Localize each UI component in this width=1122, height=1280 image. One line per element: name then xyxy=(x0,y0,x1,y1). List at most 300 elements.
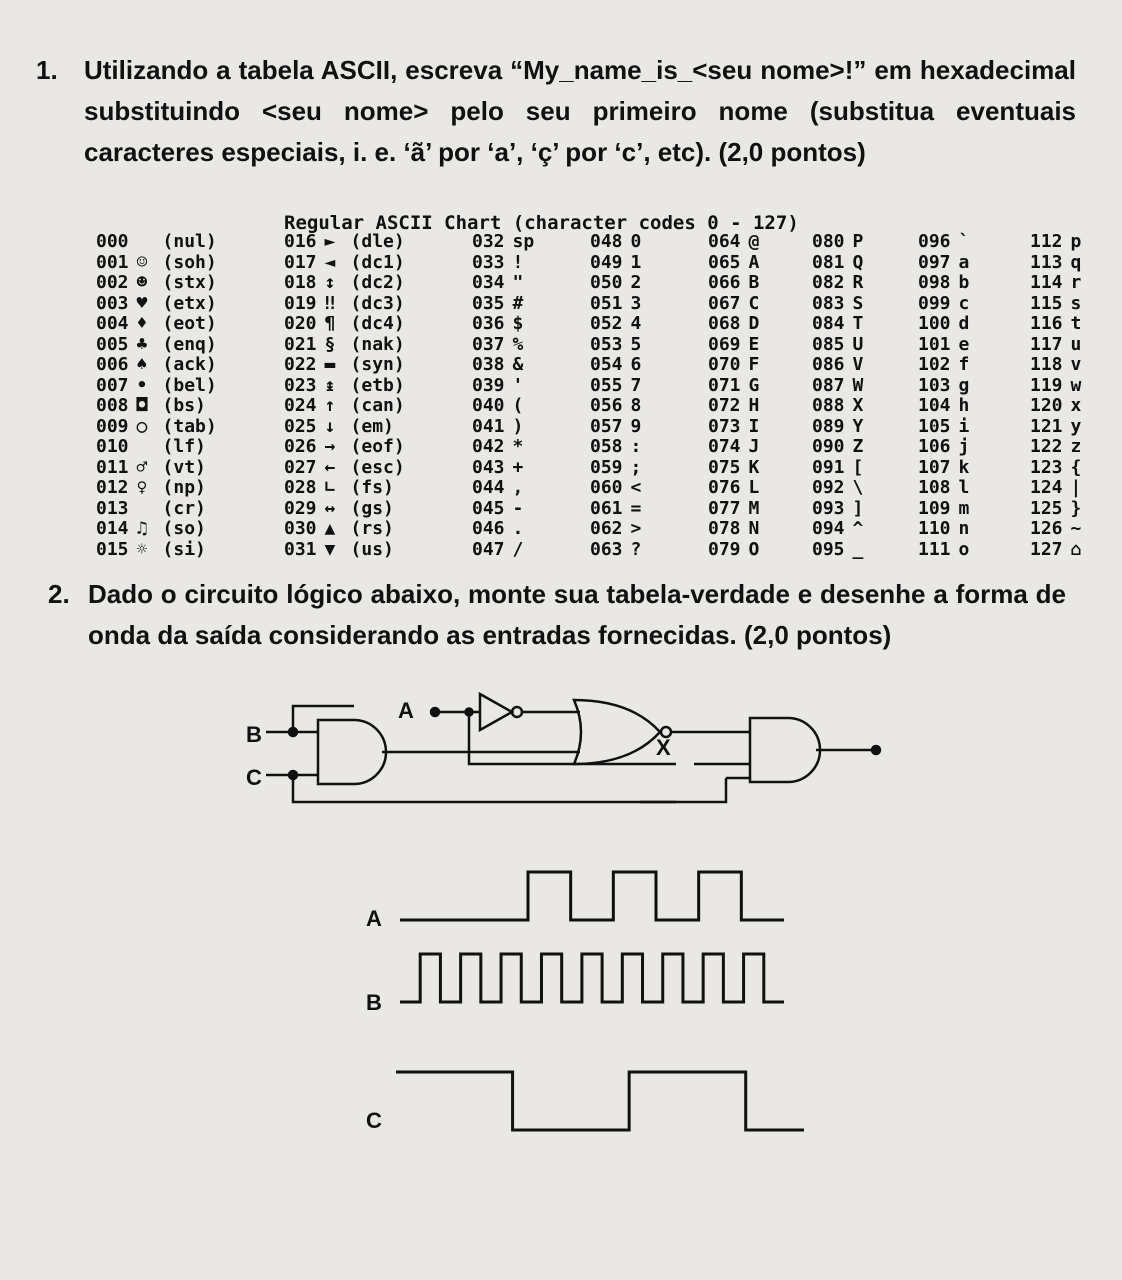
ascii-entry xyxy=(708,294,759,315)
ascii-entry xyxy=(708,273,759,294)
question-1-text: Utilizando a tabela ASCII, escreva “My_name_is_<seu nome>!” em hexadecimal substituindo <seu nome> pelo seu primeiro nome (substitua eventuais caracteres especiais, i. e. ‘ã’ por ‘a’, ‘ç’ por ‘c’, etc). (2,0 pontos) xyxy=(84,55,1076,167)
ascii-entry xyxy=(96,499,217,520)
ascii-symbol: { xyxy=(1070,456,1082,478)
ascii-entry xyxy=(590,253,641,274)
ascii-entry xyxy=(1030,478,1081,499)
ascii-code: 043 xyxy=(472,456,505,478)
question-2-number: 2. xyxy=(48,579,70,609)
ascii-entry xyxy=(708,499,759,520)
ascii-code: 112 xyxy=(1030,231,1063,252)
ascii-control-name: (eof) xyxy=(350,436,405,457)
ascii-symbol: u xyxy=(1070,333,1082,355)
ascii-entry xyxy=(472,478,534,499)
ascii-symbol: L xyxy=(748,477,760,498)
ascii-code: 050 xyxy=(590,272,623,293)
ascii-code: 081 xyxy=(812,251,845,273)
ascii-symbol: ☼ xyxy=(136,538,148,560)
ascii-entry xyxy=(812,519,863,540)
ascii-symbol: G xyxy=(748,374,760,396)
ascii-code: 004 xyxy=(96,313,129,334)
ascii-code: 034 xyxy=(472,272,505,293)
ascii-entry xyxy=(918,478,969,499)
ascii-symbol: l xyxy=(958,477,970,498)
ascii-symbol: - xyxy=(512,497,524,519)
ascii-entry xyxy=(96,335,217,356)
ascii-symbol: ` xyxy=(958,231,970,252)
question-1 xyxy=(36,50,1076,173)
ascii-code: 032 xyxy=(472,231,505,252)
ascii-code: 110 xyxy=(918,518,951,539)
ascii-entry xyxy=(812,253,863,274)
ascii-code: 002 xyxy=(96,272,129,293)
ascii-code: 113 xyxy=(1030,251,1063,273)
ascii-column xyxy=(1030,232,1081,560)
question-1-number: 1. xyxy=(36,55,58,85)
ascii-entry xyxy=(708,232,759,253)
ascii-code: 030 xyxy=(284,518,317,539)
ascii-entry xyxy=(472,314,534,335)
ascii-symbol: C xyxy=(748,292,760,314)
ascii-entry xyxy=(918,355,969,376)
ascii-code: 046 xyxy=(472,518,505,539)
ascii-code: 068 xyxy=(708,313,741,334)
ascii-column xyxy=(708,232,759,560)
ascii-control-name: (nak) xyxy=(350,333,405,355)
ascii-symbol: V xyxy=(852,354,864,375)
ascii-code: 054 xyxy=(590,354,623,375)
ascii-entry xyxy=(472,294,534,315)
ascii-code: 097 xyxy=(918,251,951,273)
ascii-code: 020 xyxy=(284,313,317,334)
ascii-code: 071 xyxy=(708,374,741,396)
ascii-symbol: ♥ xyxy=(136,292,148,314)
ascii-symbol: d xyxy=(958,313,970,334)
ascii-control-name: (us) xyxy=(350,538,394,560)
ascii-symbol: • xyxy=(136,374,148,396)
ascii-code: 066 xyxy=(708,272,741,293)
ascii-symbol: 2 xyxy=(630,272,642,293)
ascii-code: 077 xyxy=(708,497,741,519)
ascii-symbol: E xyxy=(748,333,760,355)
ascii-code: 000 xyxy=(96,231,129,252)
ascii-code: 078 xyxy=(708,518,741,539)
ascii-symbol: n xyxy=(958,518,970,539)
ascii-code: 028 xyxy=(284,477,317,498)
ascii-chart xyxy=(96,212,1106,566)
ascii-symbol: ♀ xyxy=(136,477,148,498)
ascii-control-name: (enq) xyxy=(162,333,217,355)
ascii-symbol: R xyxy=(852,272,864,293)
ascii-symbol: ( xyxy=(512,395,524,416)
ascii-code: 087 xyxy=(812,374,845,396)
ascii-entry xyxy=(284,294,405,315)
ascii-entry xyxy=(284,335,405,356)
ascii-entry xyxy=(708,314,759,335)
ascii-control-name: (gs) xyxy=(350,497,394,519)
ascii-control-name: (etb) xyxy=(350,374,405,396)
ascii-symbol: ↓ xyxy=(324,415,336,437)
ascii-control-name: (si) xyxy=(162,538,206,560)
ascii-control-name: (ack) xyxy=(162,354,217,375)
ascii-symbol: j xyxy=(958,436,970,457)
ascii-entry xyxy=(472,519,534,540)
ascii-control-name: (bel) xyxy=(162,374,217,396)
ascii-control-name: (dc2) xyxy=(350,272,405,293)
ascii-entry xyxy=(590,519,641,540)
ascii-symbol: < xyxy=(630,477,642,498)
ascii-column xyxy=(918,232,969,560)
ascii-symbol: ¶ xyxy=(324,313,336,334)
wire-c-return xyxy=(640,778,726,802)
ascii-symbol: ← xyxy=(324,456,336,478)
ascii-symbol: ▼ xyxy=(324,538,336,560)
ascii-code: 104 xyxy=(918,395,951,416)
ascii-entry xyxy=(96,376,217,397)
ascii-code: 073 xyxy=(708,415,741,437)
ascii-code: 010 xyxy=(96,436,129,457)
ascii-control-name: (can) xyxy=(350,395,405,416)
ascii-entry xyxy=(284,253,405,274)
ascii-symbol: } xyxy=(1070,497,1082,519)
ascii-symbol: \ xyxy=(852,477,864,498)
ascii-entry xyxy=(918,232,969,253)
ascii-symbol: Y xyxy=(852,415,864,437)
ascii-entry xyxy=(918,273,969,294)
ascii-code: 103 xyxy=(918,374,951,396)
ascii-code: 100 xyxy=(918,313,951,334)
ascii-code: 026 xyxy=(284,436,317,457)
ascii-symbol: 5 xyxy=(630,333,642,355)
ascii-symbol: h xyxy=(958,395,970,416)
ascii-symbol: s xyxy=(1070,292,1082,314)
ascii-entry xyxy=(812,376,863,397)
ascii-symbol: ' xyxy=(512,374,524,396)
ascii-code: 011 xyxy=(96,456,129,478)
ascii-column xyxy=(472,232,534,560)
ascii-code: 049 xyxy=(590,251,623,273)
ascii-entry xyxy=(284,540,405,561)
ascii-code: 080 xyxy=(812,231,845,252)
ascii-entry xyxy=(1030,437,1081,458)
ascii-entry xyxy=(590,335,641,356)
ascii-entry xyxy=(918,540,969,561)
ascii-entry xyxy=(1030,355,1081,376)
ascii-code: 051 xyxy=(590,292,623,314)
waveform-label-a: A xyxy=(366,906,382,931)
ascii-entry xyxy=(96,273,217,294)
ascii-entry xyxy=(472,458,534,479)
waveform-label-c: C xyxy=(366,1108,382,1133)
ascii-symbol: ♫ xyxy=(136,518,148,539)
ascii-entry xyxy=(918,499,969,520)
ascii-code: 055 xyxy=(590,374,623,396)
ascii-entry xyxy=(812,355,863,376)
ascii-entry xyxy=(918,396,969,417)
ascii-code: 047 xyxy=(472,538,505,560)
ascii-entry xyxy=(1030,499,1081,520)
ascii-code: 123 xyxy=(1030,456,1063,478)
ascii-code: 022 xyxy=(284,354,317,375)
ascii-code: 024 xyxy=(284,395,317,416)
ascii-entry xyxy=(1030,458,1081,479)
ascii-entry xyxy=(708,540,759,561)
ascii-code: 056 xyxy=(590,395,623,416)
ascii-code: 096 xyxy=(918,231,951,252)
ascii-code: 089 xyxy=(812,415,845,437)
ascii-symbol: § xyxy=(324,333,336,355)
ascii-symbol: e xyxy=(958,333,970,355)
ascii-symbol: 6 xyxy=(630,354,642,375)
ascii-symbol: k xyxy=(958,456,970,478)
circuit-label-x: X xyxy=(656,735,671,760)
ascii-code: 121 xyxy=(1030,415,1063,437)
ascii-symbol: → xyxy=(324,436,336,457)
ascii-symbol: ^ xyxy=(852,518,864,539)
ascii-symbol: ; xyxy=(630,456,642,478)
ascii-code: 014 xyxy=(96,518,129,539)
ascii-code: 031 xyxy=(284,538,317,560)
ascii-entry xyxy=(96,519,217,540)
ascii-code: 064 xyxy=(708,231,741,252)
ascii-entry xyxy=(96,417,217,438)
ascii-code: 101 xyxy=(918,333,951,355)
ascii-code: 027 xyxy=(284,456,317,478)
ascii-entry xyxy=(590,273,641,294)
ascii-symbol: % xyxy=(512,333,524,355)
ascii-entry xyxy=(472,396,534,417)
ascii-entry xyxy=(708,396,759,417)
ascii-symbol: / xyxy=(512,538,524,560)
ascii-code: 006 xyxy=(96,354,129,375)
ascii-symbol: ► xyxy=(324,231,336,252)
question-2-text: Dado o circuito lógico abaixo, monte sua tabela-verdade e desenhe a forma de onda da saída considerando as entradas fornecidas. (2,0 pontos) xyxy=(88,579,1066,650)
ascii-code: 083 xyxy=(812,292,845,314)
ascii-code: 065 xyxy=(708,251,741,273)
ascii-code: 061 xyxy=(590,497,623,519)
ascii-entry xyxy=(96,540,217,561)
ascii-code: 016 xyxy=(284,231,317,252)
ascii-code: 045 xyxy=(472,497,505,519)
ascii-entry xyxy=(1030,376,1081,397)
ascii-symbol: 3 xyxy=(630,292,642,314)
ascii-entry xyxy=(472,335,534,356)
ascii-entry xyxy=(590,232,641,253)
ascii-entry xyxy=(96,314,217,335)
ascii-symbol: A xyxy=(748,251,760,273)
ascii-entry xyxy=(472,376,534,397)
ascii-entry xyxy=(1030,519,1081,540)
ascii-code: 107 xyxy=(918,456,951,478)
ascii-entry xyxy=(708,253,759,274)
ascii-entry xyxy=(1030,540,1081,561)
ascii-entry xyxy=(1030,232,1081,253)
ascii-entry xyxy=(284,519,405,540)
ascii-entry xyxy=(812,232,863,253)
ascii-code: 040 xyxy=(472,395,505,416)
ascii-control-name: (cr) xyxy=(162,497,206,519)
ascii-symbol: ↕ xyxy=(324,272,336,293)
ascii-symbol: > xyxy=(630,518,642,539)
ascii-code: 021 xyxy=(284,333,317,355)
ascii-entry xyxy=(96,437,217,458)
ascii-code: 069 xyxy=(708,333,741,355)
ascii-entry xyxy=(708,376,759,397)
ascii-code: 093 xyxy=(812,497,845,519)
ascii-entry xyxy=(812,499,863,520)
input-waveforms xyxy=(360,858,820,1148)
ascii-symbol: : xyxy=(630,436,642,457)
ascii-entry xyxy=(918,376,969,397)
circuit-label-b: B xyxy=(246,722,262,747)
ascii-symbol: b xyxy=(958,272,970,293)
ascii-entry xyxy=(812,458,863,479)
ascii-symbol: ♠ xyxy=(136,354,148,375)
ascii-control-name: (np) xyxy=(162,477,206,498)
ascii-symbol: N xyxy=(748,518,760,539)
ascii-entry xyxy=(1030,417,1081,438)
ascii-symbol: ) xyxy=(512,415,524,437)
ascii-symbol: x xyxy=(1070,395,1082,416)
output-node xyxy=(872,746,880,754)
ascii-entry xyxy=(812,417,863,438)
ascii-symbol: S xyxy=(852,292,864,314)
ascii-control-name: (etx) xyxy=(162,292,217,314)
ascii-symbol: v xyxy=(1070,354,1082,375)
ascii-code: 039 xyxy=(472,374,505,396)
ascii-code: 067 xyxy=(708,292,741,314)
ascii-symbol: ○ xyxy=(136,415,148,437)
ascii-symbol: J xyxy=(748,436,760,457)
waveform-a xyxy=(400,872,784,920)
ascii-entry xyxy=(284,478,405,499)
ascii-symbol: _ xyxy=(852,538,864,560)
ascii-symbol: a xyxy=(958,251,970,273)
ascii-entry xyxy=(472,540,534,561)
ascii-code: 122 xyxy=(1030,436,1063,457)
ascii-control-name: (soh) xyxy=(162,251,217,273)
ascii-code: 012 xyxy=(96,477,129,498)
ascii-code: 058 xyxy=(590,436,623,457)
ascii-symbol: p xyxy=(1070,231,1082,252)
ascii-symbol: 8 xyxy=(630,395,642,416)
ascii-code: 042 xyxy=(472,436,505,457)
ascii-entry xyxy=(1030,396,1081,417)
ascii-entry xyxy=(812,540,863,561)
ascii-entry xyxy=(812,335,863,356)
ascii-code: 116 xyxy=(1030,313,1063,334)
ascii-symbol: ◘ xyxy=(136,395,148,416)
ascii-entry xyxy=(590,294,641,315)
ascii-symbol: O xyxy=(748,538,760,560)
ascii-entry xyxy=(812,273,863,294)
ascii-symbol: c xyxy=(958,292,970,314)
ascii-entry xyxy=(284,499,405,520)
ascii-code: 099 xyxy=(918,292,951,314)
ascii-symbol: D xyxy=(748,313,760,334)
ascii-entry xyxy=(590,499,641,520)
ascii-entry xyxy=(284,273,405,294)
ascii-column xyxy=(284,232,405,560)
ascii-code: 127 xyxy=(1030,538,1063,560)
ascii-code: 085 xyxy=(812,333,845,355)
ascii-code: 001 xyxy=(96,251,129,273)
ascii-symbol: i xyxy=(958,415,970,437)
ascii-symbol: ∟ xyxy=(324,477,336,498)
ascii-code: 038 xyxy=(472,354,505,375)
ascii-entry xyxy=(96,253,217,274)
ascii-code: 025 xyxy=(284,415,317,437)
ascii-entry xyxy=(96,232,217,253)
ascii-code: 035 xyxy=(472,292,505,314)
ascii-entry xyxy=(918,458,969,479)
ascii-code: 108 xyxy=(918,477,951,498)
ascii-code: 105 xyxy=(918,415,951,437)
ascii-code: 018 xyxy=(284,272,317,293)
ascii-symbol: ↨ xyxy=(324,374,336,396)
ascii-symbol: , xyxy=(512,477,524,498)
ascii-code: 114 xyxy=(1030,272,1063,293)
ascii-symbol: o xyxy=(958,538,970,560)
ascii-code: 090 xyxy=(812,436,845,457)
ascii-symbol: T xyxy=(852,313,864,334)
ascii-code: 052 xyxy=(590,313,623,334)
ascii-column xyxy=(812,232,863,560)
ascii-column xyxy=(96,232,217,560)
ascii-entry xyxy=(812,314,863,335)
ascii-code: 124 xyxy=(1030,477,1063,498)
ascii-entry xyxy=(284,437,405,458)
ascii-control-name: (stx) xyxy=(162,272,217,293)
ascii-symbol: P xyxy=(852,231,864,252)
ascii-symbol: = xyxy=(630,497,642,519)
ascii-entry xyxy=(472,499,534,520)
ascii-symbol: | xyxy=(1070,477,1082,498)
ascii-symbol: ? xyxy=(630,538,642,560)
ascii-entry xyxy=(284,417,405,438)
ascii-code: 023 xyxy=(284,374,317,396)
ascii-symbol: U xyxy=(852,333,864,355)
ascii-entry xyxy=(284,376,405,397)
ascii-code: 111 xyxy=(918,538,951,560)
ascii-entry xyxy=(472,417,534,438)
ascii-control-name: (eot) xyxy=(162,313,217,334)
waveform-label-b: B xyxy=(366,990,382,1015)
ascii-symbol: * xyxy=(512,436,524,457)
ascii-symbol: ↑ xyxy=(324,395,336,416)
ascii-code: 075 xyxy=(708,456,741,478)
ascii-control-name: (dc4) xyxy=(350,313,405,334)
ascii-entry xyxy=(812,396,863,417)
ascii-entry xyxy=(812,437,863,458)
ascii-symbol: [ xyxy=(852,456,864,478)
ascii-entry xyxy=(918,253,969,274)
ascii-entry xyxy=(708,355,759,376)
ascii-entry xyxy=(1030,273,1081,294)
ascii-entry xyxy=(472,253,534,274)
ascii-code: 013 xyxy=(96,497,129,519)
ascii-entry xyxy=(708,417,759,438)
ascii-symbol: z xyxy=(1070,436,1082,457)
ascii-symbol: f xyxy=(958,354,970,375)
ascii-code: 094 xyxy=(812,518,845,539)
ascii-symbol: ♣ xyxy=(136,333,148,355)
ascii-code: 070 xyxy=(708,354,741,375)
ascii-entry xyxy=(96,355,217,376)
and-gate-1 xyxy=(318,720,386,784)
ascii-symbol: M xyxy=(748,497,760,519)
ascii-symbol: 9 xyxy=(630,415,642,437)
ascii-entry xyxy=(96,396,217,417)
